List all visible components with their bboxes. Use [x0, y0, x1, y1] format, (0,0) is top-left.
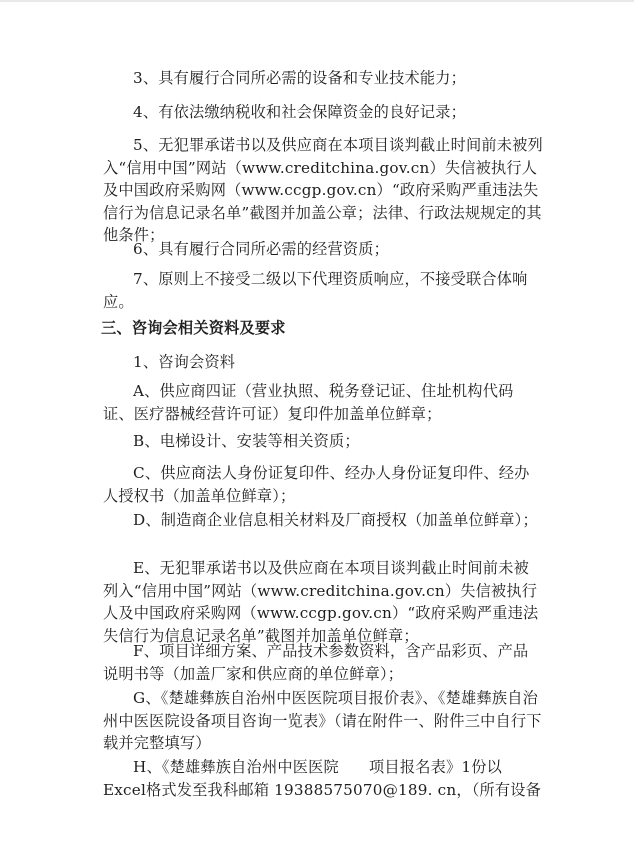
item-1-heading: 1、咨询会资料 [133, 353, 236, 371]
item-f: F、项目详细方案、产品技术参数资料，含产品彩页、产品说明书等（加盖厂家和供应商的单位鲜章）； [103, 642, 529, 683]
item-b: B、电梯设计、安装等相关资质； [133, 432, 360, 450]
item-h: H、《楚雄彝族自治州中医医院 项目报名表》1份以Excel格式发至我科邮箱 19388575070@189. cn，（所有设备 [103, 758, 542, 799]
clause-4: 4、有依法缴纳税收和社会保障资金的良好记录； [133, 103, 467, 121]
clause-7: 7、原则上不接受二级以下代理资质响应，不接受联合体响应。 [103, 270, 528, 311]
item-d: D、制造商企业信息相关材料及厂商授权（加盖单位鲜章）； [133, 511, 538, 529]
item-c: C、供应商法人身份证复印件、经办人身份证复印件、经办人授权书（加盖单位鲜章）； [103, 464, 530, 505]
item-g: G、《楚雄彝族自治州中医医院项目报价表》、《楚雄彝族自治州中医医院设备项目咨询一览表》（请在附件一、附件三中自行下载并完整填写） [103, 689, 542, 752]
section-heading-3: 三、咨询会相关资料及要求 [101, 319, 286, 337]
item-e: E、无犯罪承诺书以及供应商在本项目谈判截止时间前未被列入“信用中国”网站（www.creditchina.gov.cn）失信被执行人及中国政府采购网（www.ccgp.gov.cn）“政府采购严重违法失信行为信息记录名单”截图并加盖单位鲜章； [103, 559, 539, 645]
clause-6: 6、具有履行合同所必需的经营资质； [133, 240, 390, 258]
clause-5: 5、无犯罪承诺书以及供应商在本项目谈判截止时间前未被列入“信用中国”网站（www.creditchina.gov.cn）失信被执行人及中国政府采购网（www.ccgp.gov.cn）“政府采购严重违法失信行为信息记录名单”截图并加盖公章；法律、行政法规规定的其他条件； [103, 136, 543, 244]
clause-3: 3、具有履行合同所必需的设备和专业技术能力； [133, 69, 467, 87]
scan-edge [0, 0, 634, 2]
item-a: A、供应商四证（营业执照、税务登记证、住址机构代码证、医疗器械经营许可证）复印件加盖单位鲜章； [103, 382, 514, 423]
